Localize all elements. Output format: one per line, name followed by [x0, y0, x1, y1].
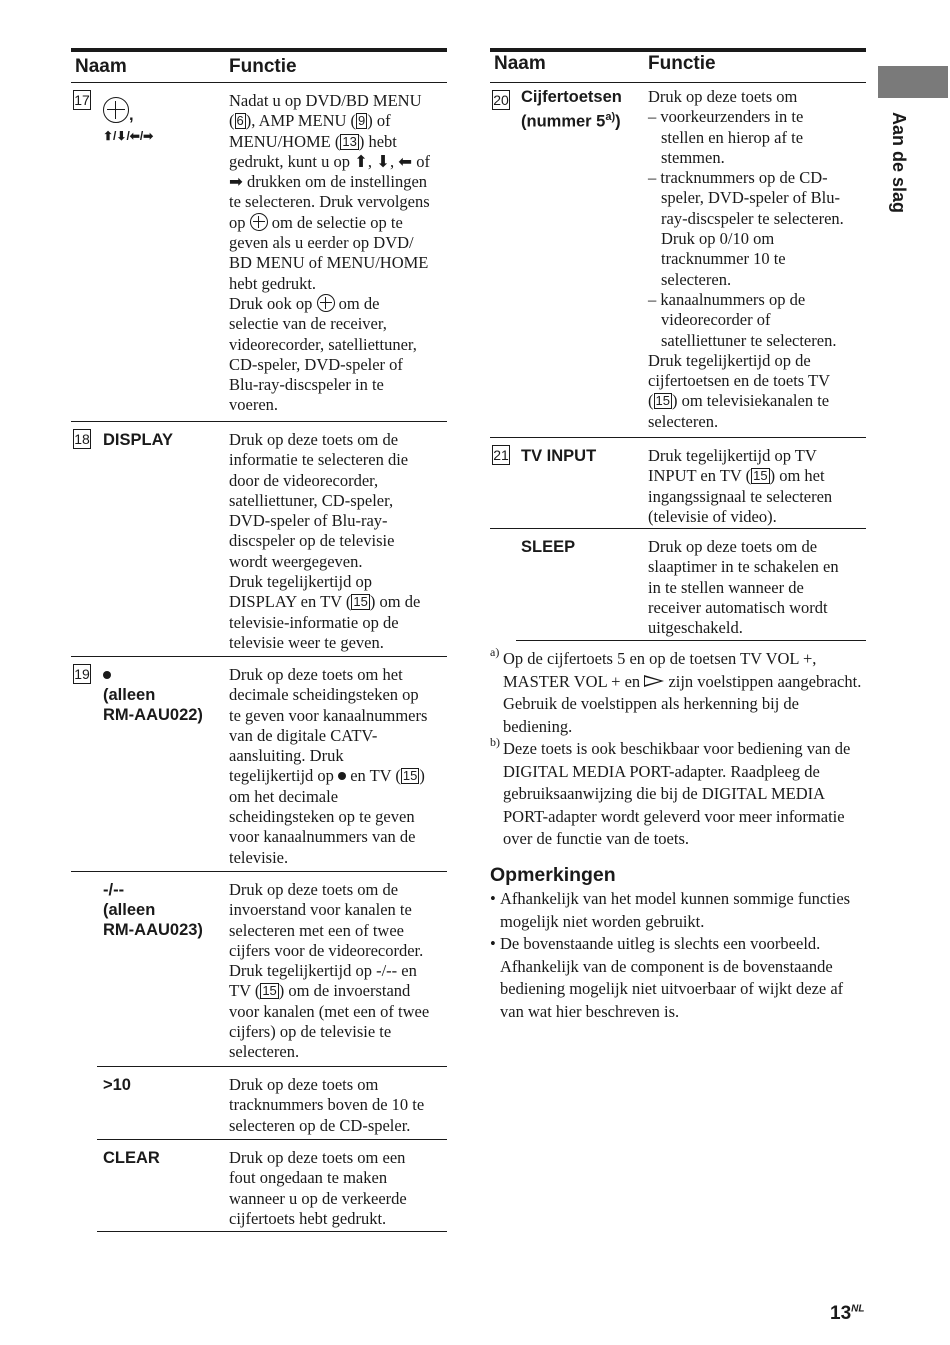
- table-row: [490, 438, 866, 529]
- tactile-dot-triangle-icon: [644, 675, 664, 687]
- function-text: Druk op deze toets om een fout ongedaan te maken wanneer u op de verkeerde cijfertoets hebt gedrukt.: [229, 1148, 407, 1228]
- enter-button-icon: [103, 97, 129, 123]
- function-text: Druk op deze toets om de invoerstand voor kanalen te selecteren met een of twee cijfers voor de videorecorder. Druk tegelijkertijd op -/-- en TV ( 15 ) om de invoerstand voor kanalen (met een of twee cijfers) op de televisie te selecteren.: [229, 880, 430, 1062]
- function-text: Druk op deze toets om de informatie te selecteren die door de videorecorder, satelliettuner, CD-speler, DVD-speler of Blu-ray- discspeler op de televisie wordt weergegeven. Druk tegelijkertijd op DISPLAY en TV ( 15 ) om de televisie-informatie op de televisie weer te geven.: [229, 430, 421, 652]
- table-row: [97, 1140, 447, 1232]
- section-label: Aan de slag: [889, 112, 909, 214]
- section-tab-marker: [878, 66, 948, 98]
- key-name: Cijfertoetsen (nummer 5$^{a)}$): [521, 88, 622, 131]
- arrow-keys: ⬆/⬇/⬅/➡: [103, 129, 154, 143]
- key-name: TV INPUT: [521, 447, 597, 465]
- enter-icon: [317, 294, 335, 312]
- key-name: -/-- (alleen RM-AAU023): [103, 881, 203, 939]
- footnote-a: a) Op de cijfertoets 5 en op de toetsen TV VOL +, MASTER VOL + en zijn voelstippen aangebracht. Gebruik de voelstippen als herkenning bij de bediening.: [490, 645, 862, 736]
- table-header: [71, 48, 447, 83]
- header-naam: Naam: [75, 56, 127, 77]
- list-item: • De bovenstaande uitleg is slechts een voorbeeld. Afhankelijk van de component is de bovenstaande bediening mogelijk niet uitvoerbaar of wijkt deze af van wat hier beschreven is.: [490, 933, 866, 1023]
- page-number: $13^{NL}$: [830, 1303, 865, 1324]
- right-table: [490, 48, 866, 641]
- table-row: [71, 83, 447, 422]
- table-row: [71, 422, 447, 657]
- decimal-dot-icon: [103, 671, 111, 679]
- footnotes: [490, 645, 866, 851]
- item-number: 17: [74, 92, 90, 108]
- item-number: 19: [74, 666, 90, 682]
- enter-icon: [250, 213, 268, 231]
- table-row: [71, 657, 447, 872]
- footnote-b: b) Deze toets is ook beschikbaar voor bediening van de DIGITAL MEDIA PORT-adapter. Raadpleeg de gebruiksaanwijzing die bij de DIGITAL MEDIA PORT-adapter wordt geleverd voor meer informatie over de functie van de toets.: [490, 735, 851, 848]
- dot-icon: [338, 772, 346, 780]
- left-table: [71, 48, 447, 1232]
- header-functie: Functie: [229, 56, 297, 77]
- key-name: >10: [103, 1076, 131, 1094]
- key-name: , ⬆/⬇/⬅/➡: [103, 97, 153, 146]
- function-text: Druk tegelijkertijd op TV INPUT en TV ( 15 ) om het ingangssignaal te selecteren (televisie of video).: [648, 446, 833, 526]
- key-name: SLEEP: [521, 538, 576, 556]
- function-text: Druk op deze toets om het decimale scheidingsteken op te geven voor kanaalnummers van de digitale CATV- aansluiting. Druk tegelijkertijd op en TV ( 15 ) om het decimale scheidingsteken op te geven voor kanaalnummers van de televisie.: [229, 665, 428, 867]
- key-name: DISPLAY: [103, 431, 173, 449]
- notes-heading: Opmerkingen: [490, 864, 616, 886]
- table-row: [97, 1067, 447, 1140]
- table-header: [490, 48, 866, 83]
- header-functie: Functie: [648, 53, 716, 74]
- item-number: 21: [493, 447, 509, 463]
- table-row: [97, 872, 447, 1067]
- list-item: • Afhankelijk van het model kunnen sommige functies mogelijk niet worden gebruikt.: [490, 888, 866, 933]
- item-number: 20: [493, 92, 509, 108]
- item-number: 18: [74, 431, 90, 447]
- function-text: Druk op deze toets om de slaaptimer in te schakelen en in te stellen wanneer de receiver automatisch wordt uitgeschakeld.: [648, 537, 839, 638]
- table-row: [490, 83, 866, 438]
- table-row: [516, 529, 866, 641]
- function-text: Druk op deze toets om – voorkeurzenders in te stellen en hierop af te stemmen. – tracknummers op de CD- speler, DVD-speler of Blu- ray-discspeler te selecteren. Druk op 0/10 om tracknummer 10 te selecteren. – kanaalnummers op de videorecorder of satelliettuner te selecteren. Druk tegelijkertijd op de cijfertoetsen en de toets TV ( 15 ) om televisiekanalen te selecteren.: [648, 87, 844, 431]
- key-name: CLEAR: [103, 1149, 160, 1167]
- key-name: (alleen RM-AAU022): [103, 665, 203, 725]
- function-text: Nadat u op DVD/BD MENU ( 6 ), AMP MENU ( 9 ) of MENU/HOME ( 13 ) hebt gedrukt, kunt u op ⬆, ⬇, ⬅ of ➡ drukken om de instellingen te selecteren. Druk vervolgens op om de selectie op te geven als u eerder op DVD/ BD MENU of MENU/HOME hebt gedrukt. Druk ook op om de selectie van de receiver, videorecorder, satelliettuner, CD-speler, DVD-speler of Blu-ray-discspeler in te voeren.: [229, 91, 430, 415]
- function-text: Druk op deze toets om tracknummers boven de 10 te selecteren op de CD-speler.: [229, 1075, 425, 1135]
- header-naam: Naam: [494, 53, 546, 74]
- notes-list: [490, 888, 866, 1023]
